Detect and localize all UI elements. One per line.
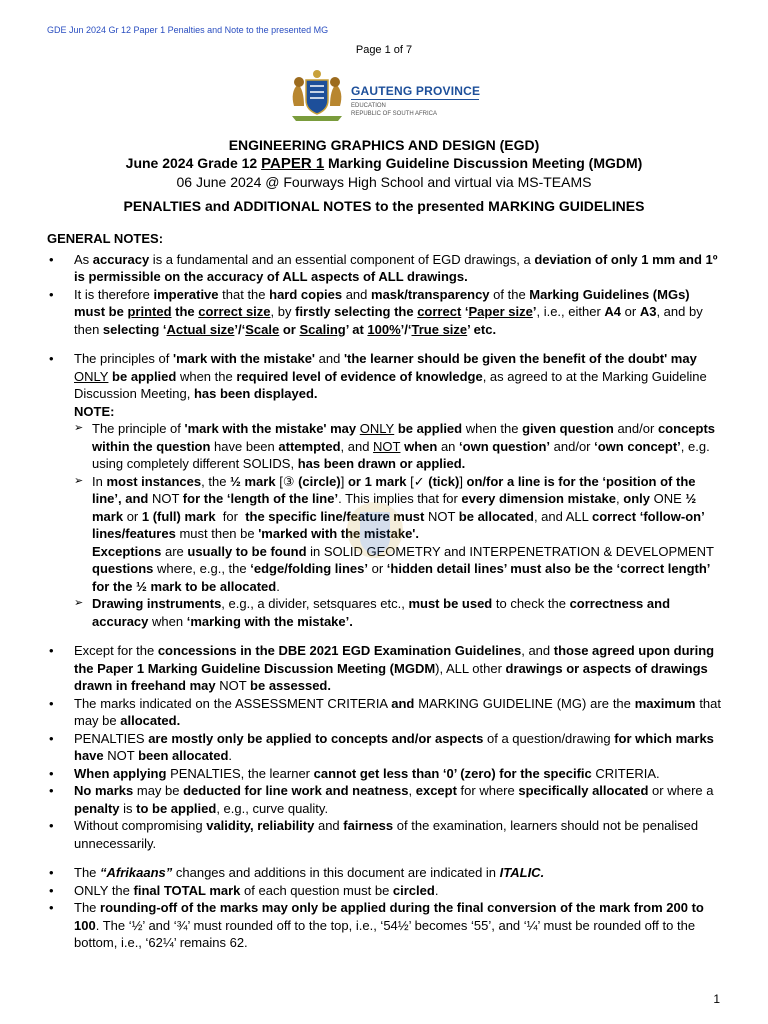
note-afrikaans: • The “Afrikaans” changes and additions in this document are indicated in ITALIC. (47, 864, 721, 882)
note-penalties: • PENALTIES are mostly only be applied to concepts and/or aspects of a question/drawing for which marks have NOT been allocated. (47, 730, 721, 765)
logo-country-text: REPUBLIC OF SOUTH AFRICA (351, 111, 438, 117)
note-no-marks-deducted: • No marks may be deducted for line work and neatness, except for where specifically allocated or where a penalty is to be applied, e.g., curve quality. (47, 782, 721, 817)
note-rounding-off: • The rounding-off of the marks may only be applied during the final conversion of the mark from 200 to 100. The ‘½’ and ‘¾’ must rounded off to the top, i.e., ‘54½’ becomes ‘55’, and ‘¼’ must be rounded off to the bottom, i.e., ‘62¼’ remains 62. (47, 899, 721, 952)
header-note: GDE Jun 2024 Gr 12 Paper 1 Penalties and Note to the presented MG (47, 25, 329, 35)
subnote-principle: ➢ The principle of 'mark with the mistake' may ONLY be applied when the given question and/or concepts within the question have been attempted, and NOT when an ‘own question’ and/or ‘own concept’, e.g. using completely different SOLIDS, has been drawn or applied. (74, 420, 721, 473)
note-label: NOTE: (74, 403, 115, 419)
note-fairness: • Without compromising validity, reliability and fairness of the examination, learners should not be penalised unnecessarily. (47, 817, 721, 852)
logo-province-text: GAUTENG PROVINCE (351, 84, 481, 98)
gauteng-logo (286, 66, 486, 124)
note-print-size: • It is therefore imperative that the hard copies and mask/transparency of the Marking Guidelines (MGs) must be printed the correct size, by firstly selecting the correct ‘Paper size’, i.e., either A4 or A3, and by then selecting ‘Actual size’/‘Scale or Scaling’ at 100%’/‘True size’ etc. (47, 286, 721, 339)
document-titles (0, 136, 768, 215)
note-mark-with-mistake: • The principles of 'mark with the mistake' and 'the learner should be given the benefit of the doubt' may ONLY be applied when the required level of evidence of knowledge, as agreed to at the Marking Guideline Discussion Meeting, has been displayed. NOTE: ➢ The principle of 'mark with the mistake' may ONLY be applied when the given question and/or concepts within the question have been attempted, and NOT when an ‘own question’ and/or ‘own concept’, e.g. using completely different SOLIDS, has been drawn or applied. ➢ In most instances, the ½ mark [③ (circle)] or 1 mark [✓ (tick)] on/for a line is for the ‘position of the line’, and NOT for the ‘length of the line’. This implies that for every dimension mistake, only ONE ½ mark or 1 (full) mark for the specific line/feature must NOT be allocated, and ALL correct ‘follow-on’ lines/features must then be 'marked with the mistake'. Exceptions are usually to be found in SOLID GEOMETRY and INTERPENETRATION & DEVELOPMENT questions where, e.g., the ‘edge/folding lines’ or ‘hidden detail lines’ must also be the ‘correct length’ for the ½ mark to be allocated. ➢ Drawing instruments, e.g., a divider, setsquares etc., must be used to check the correctness and accuracy when ‘marking with the mistake’. (47, 350, 721, 630)
title-subject: ENGINEERING GRAPHICS AND DESIGN (EGD) (228, 137, 540, 153)
subnote-line-marks: ➢ In most instances, the ½ mark [③ (circle)] or 1 mark [✓ (tick)] on/for a line is for the ‘position of the line’, and NOT for the ‘length of the line’. This implies that for every dimension mistake, only ONE ½ mark or 1 (full) mark for the specific line/feature must NOT be allocated, and ALL correct ‘follow-on’ lines/features must then be 'marked with the mistake'. Exceptions are usually to be found in SOLID GEOMETRY and INTERPENETRATION & DEVELOPMENT questions where, e.g., the ‘edge/folding lines’ or ‘hidden detail lines’ must also be the ‘correct length’ for the ½ mark to be allocated. (74, 473, 721, 596)
coat-of-arms-icon (286, 66, 348, 124)
note-applying-penalties: • When applying PENALTIES, the learner cannot get less than ‘0’ (zero) for the specific CRITERIA. (47, 765, 721, 783)
logo-dept-text: EDUCATION (351, 103, 386, 109)
general-notes-heading: GENERAL NOTES: (47, 231, 164, 246)
note-total-circled: • ONLY the final TOTAL mark of each question must be circled. (47, 882, 721, 900)
logo-divider (351, 99, 479, 100)
general-notes (47, 230, 721, 952)
note-maximum-marks: • The marks indicated on the ASSESSMENT CRITERIA and MARKING GUIDELINE (MG) are the maximum that may be allocated. (47, 695, 721, 730)
title-date-venue: 06 June 2024 @ Fourways High School and virtual via MS-TEAMS (176, 174, 592, 190)
page-of-indicator: Page 1 of 7 (355, 44, 413, 56)
note-concessions: • Except for the concessions in the DBE 2021 EGD Examination Guidelines, and those agreed upon during the Paper 1 Marking Guideline Discussion Meeting (MGDM), ALL other drawings or aspects of drawings drawn in freehand may NOT be assessed. (47, 642, 721, 695)
subnote-drawing-instruments: ➢ Drawing instruments, e.g., a divider, setsquares etc., must be used to check the correctness and accuracy when ‘marking with the mistake’. (74, 595, 721, 630)
title-penalties: PENALTIES and ADDITIONAL NOTES to the presented MARKING GUIDELINES (123, 198, 645, 214)
title-meeting: June 2024 Grade 12 PAPER 1 Marking Guideline Discussion Meeting (MGDM) (125, 155, 643, 172)
note-accuracy: • As accuracy is a fundamental and an essential component of EGD drawings, a deviation of only 1 mm and 1º is permissible on the accuracy of ALL aspects of ALL drawings. (47, 251, 721, 286)
page-number: 1 (713, 992, 720, 1006)
